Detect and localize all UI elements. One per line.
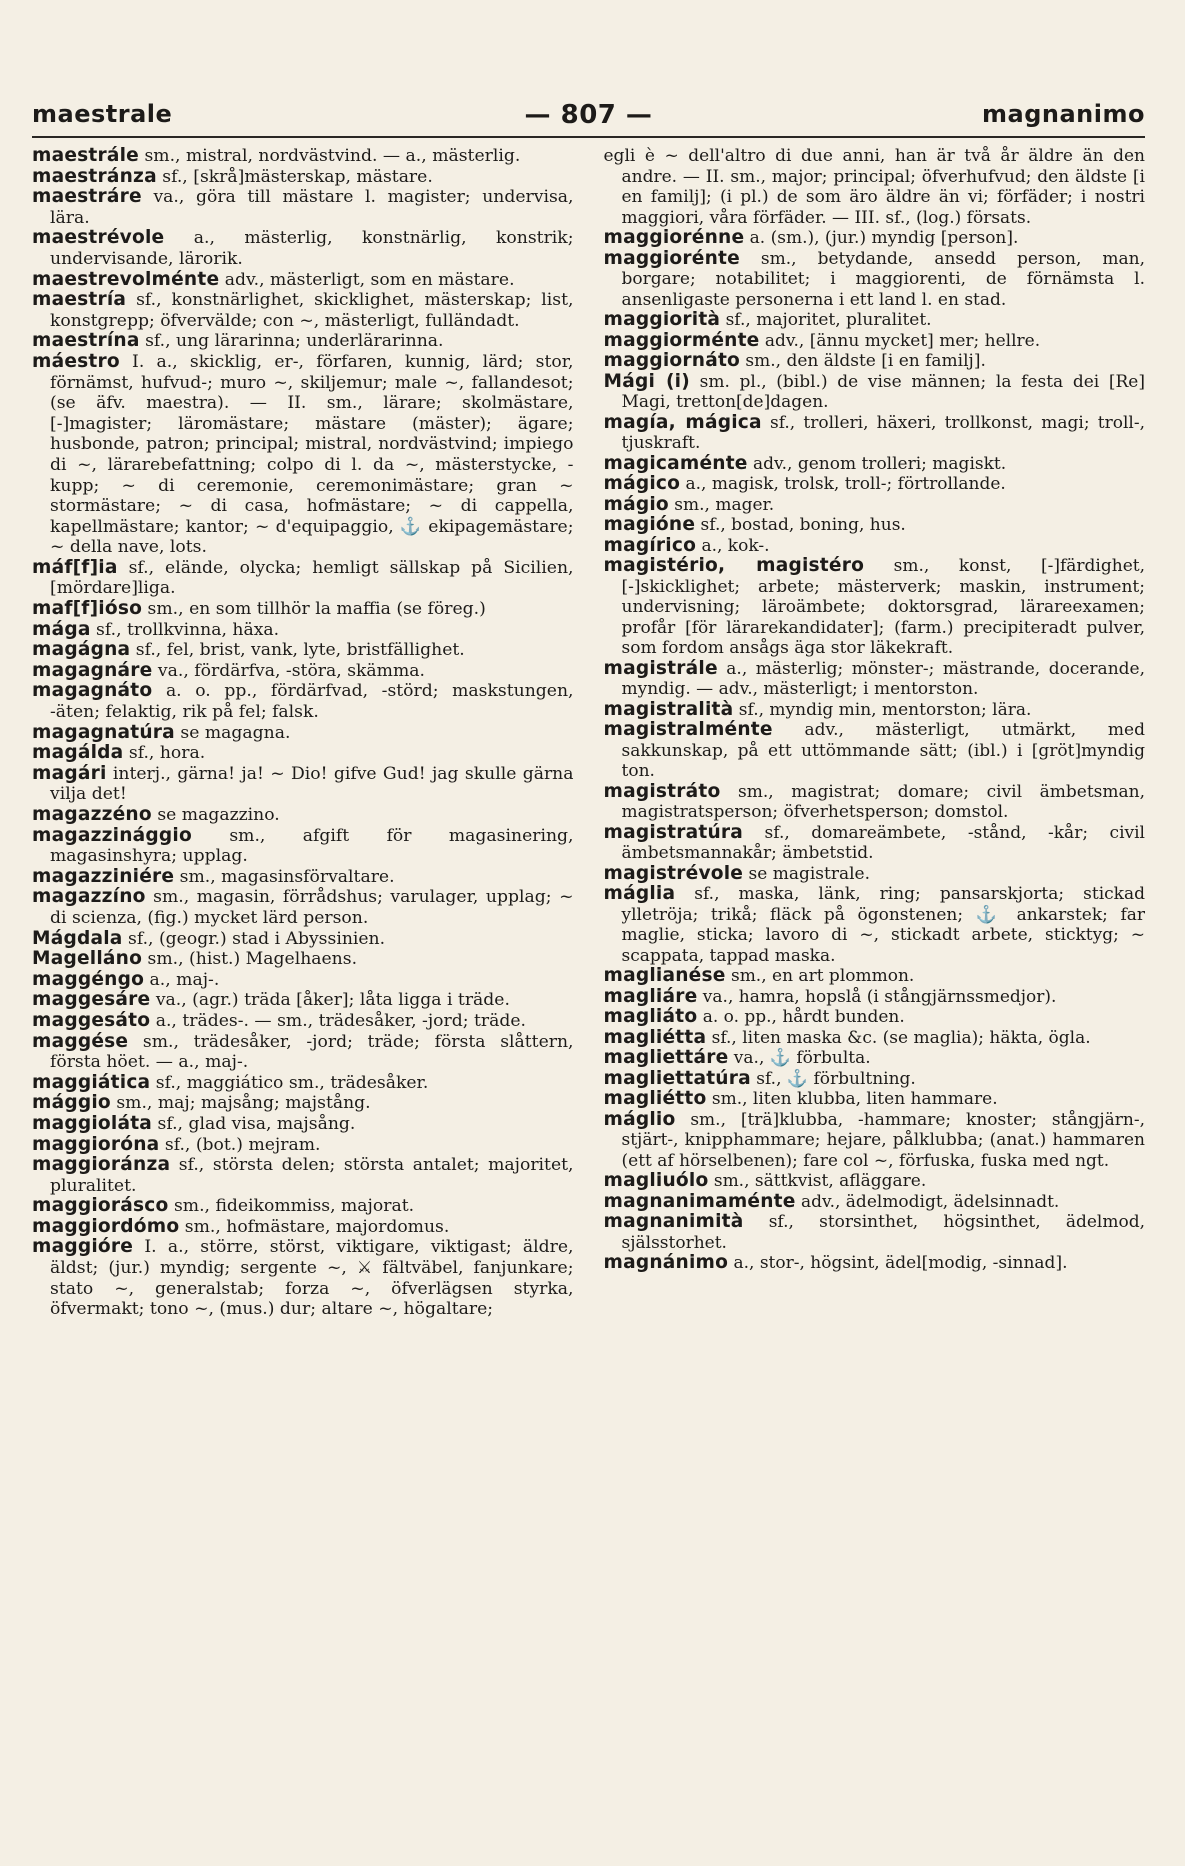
definition-text: sm., konst, [-]färdighet, [-]skicklighet; arbete; mästerverk; maskin, instrument; undervisning; läroämbete; doktorsgrad, lärareexamen; profår [för lärarekandidater]; (farm.) precipiteradt pulver, som fordom ansågs äga stor läkekraft. xyxy=(621,556,1145,658)
definition-text: interj., gärna! ja! ~ Dio! gifve Gud! jag skulle gärna vilja det! xyxy=(50,763,574,805)
definition-text: se magazzino. xyxy=(151,805,280,825)
definition-text: va., ⚓ förbulta. xyxy=(728,1048,871,1068)
dictionary-entry xyxy=(32,270,574,291)
definition-text: sf., bostad, boning, hus. xyxy=(695,515,906,535)
dictionary-entry xyxy=(604,495,1146,516)
dictionary-entry xyxy=(604,659,1146,700)
headword: magicaménte xyxy=(603,452,748,474)
definition-text: sm., en som tillhör la maffia (se föreg.) xyxy=(142,599,486,620)
definition-text: sf., ung lärarinna; underlärarinna. xyxy=(139,331,444,352)
dictionary-entry xyxy=(604,1192,1146,1213)
headword: magliáre xyxy=(603,985,698,1007)
dictionary-entry xyxy=(604,864,1146,885)
headword: magagnáto xyxy=(32,680,153,702)
definition-text: a., mästerlig; mönster-; mästrande, docerande, myndig. — adv., mästerligt; i mentorston. xyxy=(621,658,1145,699)
headword: magnanimità xyxy=(603,1211,744,1232)
headword: maestrína xyxy=(32,330,140,352)
definition-text: sf., [skrå]mästerskap, mästare. xyxy=(156,166,433,187)
definition-text: adv., [ännu mycket] mer; hellre. xyxy=(759,330,1041,351)
definition-text: va., hamra, hopslå (i stångjärnssmedjor). xyxy=(697,986,1057,1007)
headword: magálda xyxy=(32,742,124,764)
dictionary-entry xyxy=(604,884,1146,966)
dictionary-entry xyxy=(604,228,1146,249)
dictionary-entry xyxy=(604,1048,1146,1069)
headword: mágico xyxy=(603,473,681,494)
headword: maestráre xyxy=(32,186,142,208)
dictionary-entry xyxy=(604,782,1146,823)
dictionary-entry xyxy=(32,352,574,558)
definition-text: egli è ~ dell'altro di due anni, han är två år äldre än den andre. — II. sm., major; principal; öfverhufvud; den äldste [i en familj]; (i pl.) de som äro äldre än vi; förfäder; i nostri maggiori, våra förfäder. — III. sf., (log.) försats. xyxy=(603,146,1145,228)
dictionary-entry xyxy=(32,1093,574,1114)
headword: máf[f]ia xyxy=(32,556,118,578)
headword: magliettáre xyxy=(603,1047,729,1068)
definition-text: sm., trädesåker, -jord; träde; första slåttern, första höet. — a., maj-. xyxy=(50,1031,574,1073)
dictionary-entry xyxy=(32,1073,574,1094)
dictionary-entry xyxy=(604,556,1146,659)
headword: maggesáto xyxy=(32,1009,151,1031)
dictionary-entry xyxy=(32,146,574,167)
definition-text: a., mästerlig, konstnärlig, konstrik; undervisande, lärorik. xyxy=(50,228,574,269)
dictionary-entry xyxy=(604,987,1146,1008)
definition-text: sf., trollkvinna, häxa. xyxy=(90,619,280,640)
definition-text: sf., konstnärlighet, skicklighet, mästerskap; list, konstgrepp; öfvervälde; con ~, mästerligt, fulländadt. xyxy=(50,290,574,331)
definition-text: sf., storsinthet, högsinthet, ädelmod, själsstorhet. xyxy=(621,1212,1145,1253)
dictionary-entry xyxy=(604,536,1146,557)
definition-text: sf., ⚓ förbultning. xyxy=(750,1068,916,1089)
headword: magistratúra xyxy=(603,821,744,843)
dictionary-entry xyxy=(32,805,574,826)
headword: maggesáre xyxy=(32,989,151,1011)
definition-text: sm., betydande, ansedd person, man, borgare; notabilitet; i maggiorenti, de förnämsta l. ansenligaste personerna i ett land l. en stad. xyxy=(621,248,1145,310)
headword: maggése xyxy=(32,1030,129,1052)
definition-text: I. a., skicklig, er-, förfaren, kunnig, lärd; stor, förnämst, hufvud-; muro ~, skiljemur; male ~, fallandesot; (se äfv. maestra). — II. sm., lärare; skolmästare, [-]magister; läromästare; mästare (mäster); ägare; husbonde, patron; principal; mistral, nordvästvind; impiego di ~, lärarebefattning; colpo di l. da ~, mästerstycke, -kupp; ~ di ceremonie, ceremonimästare; gran ~ stormästare; ~ di casa, hofmästare; ~ di cappella, kapellmästare; kantor; ~ d'equipaggio, ⚓ ekipagemästare; ~ della nave, lots. xyxy=(50,351,574,558)
definition-text: sm., sättkvist, afläggare. xyxy=(708,1171,927,1191)
dictionary-entry xyxy=(32,1011,574,1032)
definition-text: sm., fideikommiss, majorat. xyxy=(168,1196,415,1217)
headword: maggiorásco xyxy=(32,1195,169,1217)
left-guide-word: maestrale xyxy=(32,100,173,128)
definition-text: sf., elände, olycka; hemligt sällskap på Sicilien, [mördare]liga. xyxy=(50,557,574,599)
dictionary-entry xyxy=(604,372,1146,413)
definition-text: sf., (geogr.) stad i Abyssinien. xyxy=(122,928,386,949)
headword: maggioróna xyxy=(32,1133,160,1155)
definition-text: sf., myndig min, mentorston; lära. xyxy=(733,699,1032,720)
headword: máglio xyxy=(603,1108,676,1130)
dictionary-entry xyxy=(32,867,574,888)
dictionary-entry xyxy=(604,700,1146,721)
definition-text: adv., mästerligt, som en mästare. xyxy=(219,269,515,290)
headword: magliáto xyxy=(603,1006,698,1027)
definition-text: sm., magasinsförvaltare. xyxy=(174,866,395,887)
headword: maggiordómo xyxy=(32,1215,180,1237)
definition-text: sm., [trä]klubba, -hammare; knoster; stångjärn-, stjärt-, knipphammare; hejare, pålklubba; (anat.) hammaren (ett af hörselbenen); fare col ~, förfuska, fuska med ngt. xyxy=(621,1109,1145,1171)
headword: mágio xyxy=(603,493,669,515)
definition-text: sf., maska, länk, ring; pansarskjorta; stickad ylletröja; trikå; fläck på ögonstenen; ⚓ ankarstek; far maglie, sticka; lavoro di ~, stickadt arbete, sticktyg; ~ scappata, tappad maska. xyxy=(621,884,1145,966)
definition-text: sm., maj; majsång; majstång. xyxy=(110,1093,371,1114)
dictionary-entry xyxy=(604,1253,1146,1274)
headword: maestrále xyxy=(32,146,139,166)
headword: magliuólo xyxy=(603,1170,709,1191)
dictionary-entry xyxy=(32,1237,574,1319)
headword: maggioláta xyxy=(32,1112,153,1134)
left-column xyxy=(32,146,574,1836)
dictionary-entry xyxy=(32,949,574,970)
definition-text: se magistrale. xyxy=(743,863,871,884)
definition-text: a., maj-. xyxy=(144,969,220,990)
definition-text: sf., största delen; största antalet; majoritet, pluralitet. xyxy=(50,1155,574,1196)
headword: maestránza xyxy=(32,165,157,187)
definition-text: va., fördärfva, -störa, skämma. xyxy=(152,660,425,681)
definition-text: sf., hora. xyxy=(123,743,206,764)
headword: magistrále xyxy=(603,657,718,679)
definition-text: sm., magasin, förrådshus; varulager, upplag; ~ di scienza, (fig.) mycket lärd person. xyxy=(50,887,574,928)
dictionary-entry xyxy=(604,1089,1146,1110)
right-column xyxy=(600,146,1146,1836)
headword: magistralità xyxy=(603,698,734,720)
headword: maggiorità xyxy=(603,309,721,330)
headword: magía, mágica xyxy=(603,411,762,433)
definition-text: adv., mästerligt, utmärkt, med sakkunskap, på ett uttömmande sätt; (ibl.) i [gröt]myndig ton. xyxy=(621,720,1145,781)
definition-text: sf., glad visa, majsång. xyxy=(152,1113,356,1134)
definition-text: a. o. pp., hårdt bunden. xyxy=(697,1007,905,1027)
headword: Mágdala xyxy=(32,927,123,949)
definition-text: sm., mager. xyxy=(668,494,775,515)
dictionary-entry xyxy=(604,351,1146,372)
dictionary-entry xyxy=(604,454,1146,475)
dictionary-entry xyxy=(32,1114,574,1135)
headword: magliettatúra xyxy=(603,1067,751,1089)
dictionary-entry xyxy=(32,826,574,867)
headword: maestrévole xyxy=(32,227,165,249)
definition-text: sm., (hist.) Magelhaens. xyxy=(142,949,358,970)
entry-columns xyxy=(32,146,1145,1836)
dictionary-entry xyxy=(32,620,574,641)
definition-text: sf., domareämbete, -stånd, -kår; civil ämbetsmannakår; ämbetstid. xyxy=(621,822,1145,863)
headword: Magelláno xyxy=(32,948,143,970)
headword: maggiorénte xyxy=(603,247,740,269)
dictionary-entry xyxy=(604,1069,1146,1090)
dictionary-entry xyxy=(604,146,1146,228)
headword: magírico xyxy=(603,534,697,556)
dictionary-entry xyxy=(604,515,1146,536)
headword: magazziniére xyxy=(32,865,175,887)
definition-text: sf., majoritet, pluralitet. xyxy=(720,310,932,330)
headword: maggiática xyxy=(32,1071,151,1093)
dictionary-entry xyxy=(604,720,1146,782)
definition-text: a., magisk, trolsk, troll-; förtrollande. xyxy=(680,474,1006,494)
headword: magazzíno xyxy=(32,886,146,908)
headword: maestrevolménte xyxy=(32,268,220,290)
headword: magistráto xyxy=(603,780,721,802)
dictionary-entry xyxy=(604,1171,1146,1192)
dictionary-entry xyxy=(32,290,574,331)
headword: maglianése xyxy=(603,965,726,986)
headword: magnanimaménte xyxy=(603,1190,796,1212)
definition-text: a., trädes-. — sm., trädesåker, -jord; träde. xyxy=(150,1010,527,1031)
page-header xyxy=(32,100,1145,138)
definition-text: sm., en art plommon. xyxy=(725,966,915,986)
dictionary-entry xyxy=(32,929,574,950)
dictionary-entry xyxy=(32,331,574,352)
definition-text: se magagna. xyxy=(174,722,291,743)
headword: maf[f]ióso xyxy=(32,598,143,620)
definition-text: a. (sm.), (jur.) myndig [person]. xyxy=(744,228,1019,248)
headword: mága xyxy=(32,618,91,640)
headword: maestría xyxy=(32,289,127,311)
definition-text: a., kok-. xyxy=(696,535,770,556)
definition-text: va., göra till mästare l. magister; undervisa, lära. xyxy=(50,187,574,228)
definition-text: adv., genom trolleri; magiskt. xyxy=(747,453,1007,474)
dictionary-entry xyxy=(32,1196,574,1217)
headword: magnánimo xyxy=(603,1252,729,1273)
definition-text: sm., den äldste [i en familj]. xyxy=(740,351,986,371)
headword: magliétto xyxy=(603,1088,707,1109)
dictionary-entry xyxy=(32,887,574,928)
headword: máglia xyxy=(603,883,676,904)
definition-text: sm., afgift för magasinering, magasinshyra; upplag. xyxy=(50,825,574,867)
definition-text: adv., ädelmodigt, ädelsinnadt. xyxy=(795,1191,1060,1212)
headword: maggioránza xyxy=(32,1154,171,1176)
headword: maggióre xyxy=(32,1236,134,1258)
headword: magliétta xyxy=(603,1026,707,1048)
dictionary-entry xyxy=(32,661,574,682)
headword: Mági (i) xyxy=(603,370,690,392)
definition-text: va., (agr.) träda [åker]; låta ligga i träde. xyxy=(150,990,510,1011)
dictionary-entry xyxy=(32,228,574,269)
right-guide-word: magnanimo xyxy=(982,100,1145,128)
dictionary-entry xyxy=(32,599,574,620)
dictionary-entry xyxy=(604,1028,1146,1049)
dictionary-entry xyxy=(32,681,574,722)
definition-text: sf., (bot.) mejram. xyxy=(159,1134,321,1155)
headword: magazzéno xyxy=(32,804,152,825)
headword: magagnáre xyxy=(32,659,153,681)
dictionary-entry xyxy=(32,640,574,661)
dictionary-entry xyxy=(32,764,574,805)
definition-text: sm., magistrat; domare; civil ämbetsman, magistratsperson; öfverhetsperson; domstol. xyxy=(621,781,1145,822)
headword: magazzinággio xyxy=(32,824,192,846)
headword: magistério, magistéro xyxy=(603,555,865,576)
definition-text: sf., fel, brist, vank, lyte, bristfällighet. xyxy=(130,640,465,661)
definition-text: sm., liten klubba, liten hammare. xyxy=(706,1089,998,1109)
dictionary-entry xyxy=(604,1212,1146,1253)
headword: mággio xyxy=(32,1092,111,1114)
dictionary-entry xyxy=(32,723,574,744)
dictionary-entry xyxy=(604,310,1146,331)
dictionary-entry xyxy=(32,1032,574,1073)
definition-text: sm., hofmästare, majordomus. xyxy=(179,1216,450,1237)
headword: máestro xyxy=(32,350,120,372)
definition-text: sm., mistral, nordvästvind. — a., mästerlig. xyxy=(139,146,521,166)
headword: maggiornáto xyxy=(603,350,741,371)
dictionary-entry xyxy=(32,1135,574,1156)
definition-text: a., stor-, högsint, ädel[modig, -sinnad]. xyxy=(728,1253,1068,1273)
definition-text: sf., trolleri, häxeri, trollkonst, magi; troll-, tjuskraft. xyxy=(621,412,1145,453)
definition-text: I. a., större, störst, viktigare, viktigast; äldre, äldst; (jur.) myndig; sergente ~, ⚔ fältväbel, fanjunkare; stato ~, generalstab; forza ~, öfverlägsen styrka, öfvermakt; tono ~, (mus.) dur; altare ~, högaltare; xyxy=(50,1237,574,1320)
definition-text: sf., liten maska &c. (se maglia); häkta, ögla. xyxy=(706,1027,1091,1048)
dictionary-entry xyxy=(604,331,1146,352)
dictionary-entry xyxy=(604,1007,1146,1028)
headword: magágna xyxy=(32,639,131,661)
headword: maggiorénne xyxy=(603,227,745,248)
page-number: — 807 — xyxy=(524,100,653,130)
headword: maggiorménte xyxy=(603,329,760,351)
dictionary-entry xyxy=(32,187,574,228)
dictionary-entry xyxy=(32,167,574,188)
dictionary-entry xyxy=(604,823,1146,864)
headword: maggéngo xyxy=(32,968,145,990)
headword: magióne xyxy=(603,514,696,535)
dictionary-entry xyxy=(32,970,574,991)
headword: magagnatúra xyxy=(32,721,175,743)
headword: magistralménte xyxy=(603,719,773,740)
dictionary-entry xyxy=(604,1110,1146,1172)
dictionary-entry xyxy=(32,743,574,764)
dictionary-entry xyxy=(32,1155,574,1196)
definition-text: sf., maggiático sm., trädesåker. xyxy=(150,1072,429,1093)
dictionary-entry xyxy=(604,413,1146,454)
dictionary-entry xyxy=(604,474,1146,495)
dictionary-entry xyxy=(604,249,1146,311)
definition-text: sm. pl., (bibl.) de vise männen; la festa dei [Re] Magi, tretton[de]dagen. xyxy=(621,371,1145,412)
headword: magistrévole xyxy=(603,862,744,884)
headword: magári xyxy=(32,762,107,784)
dictionary-entry xyxy=(32,990,574,1011)
dictionary-entry xyxy=(32,1217,574,1238)
dictionary-entry xyxy=(32,558,574,599)
definition-text: a. o. pp., fördärfvad, -störd; maskstungen, -äten; felaktig, rik på fel; falsk. xyxy=(50,681,574,723)
dictionary-entry xyxy=(604,966,1146,987)
